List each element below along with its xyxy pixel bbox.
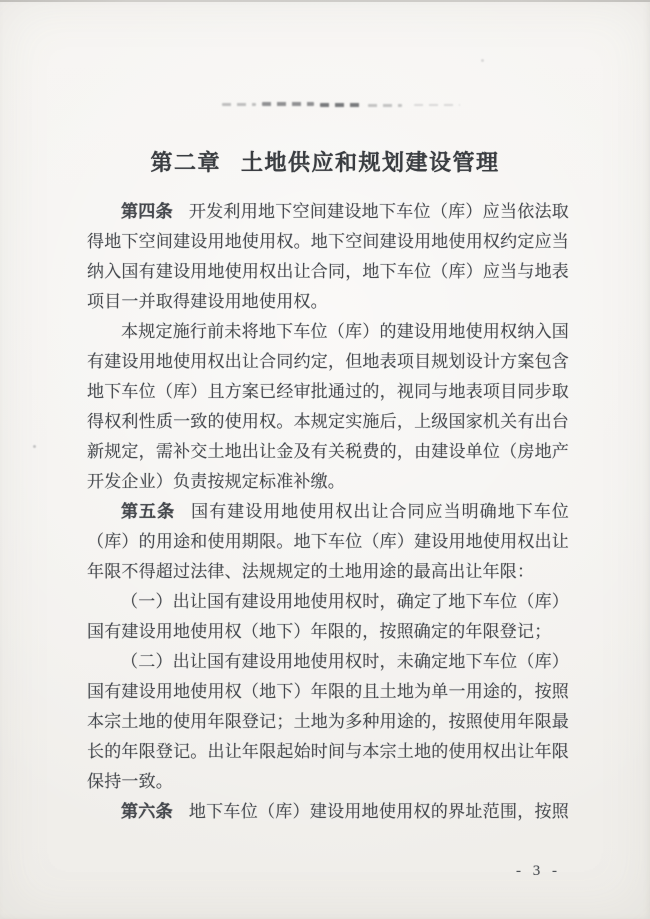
text-line	[87, 407, 569, 437]
line-text: 本宗土地的使用年限登记；土地为多种用途的，按照使用年限最	[87, 712, 569, 731]
line-text: 有建设用地使用权出让合同约定，但地表项目规划设计方案包含	[87, 352, 569, 371]
text-line	[87, 527, 569, 557]
text-line	[87, 617, 569, 647]
text-line	[87, 257, 569, 287]
line-text: 地下车位（库）且方案已经审批通过的，视同与地表项目同步取	[87, 382, 569, 401]
line-text: 新规定，需补交土地出让金及有关税费的，由建设单位（房地产	[87, 442, 569, 461]
text-line	[87, 287, 569, 317]
scan-speck	[33, 445, 36, 448]
line-text: 国有建设用地使用权（地下）年限的且土地为单一用途的，按照	[87, 682, 569, 701]
line-text: （一）出让国有建设用地使用权时，确定了地下车位（库）	[121, 592, 569, 611]
document-body	[87, 197, 569, 827]
text-line	[87, 467, 569, 497]
text-line	[87, 557, 569, 587]
article-number: 第四条	[121, 202, 173, 221]
line-text: 年限不得超过法律、法规规定的土地用途的最高出让年限：	[87, 562, 535, 581]
line-text: 得地下空间建设用地使用权。地下空间建设用地使用权约定应当	[87, 232, 569, 251]
line-text: 开发企业）负责按规定标准补缴。	[87, 472, 345, 491]
line-text: （二）出让国有建设用地使用权时，未确定地下车位（库）	[121, 652, 569, 671]
line-text: 国有建设用地使用权出让合同应当明确地下车位	[191, 502, 569, 521]
text-line	[87, 647, 569, 677]
scan-edge-artifact	[0, 0, 650, 2]
text-line	[87, 737, 569, 767]
text-line	[87, 497, 569, 527]
line-text: （库）的用途和使用期限。地下车位（库）建设用地使用权出让	[87, 532, 569, 551]
chapter-number: 第二章	[150, 149, 221, 175]
line-text: 地下车位（库）建设用地使用权的界址范围，按照	[188, 802, 569, 821]
line-text: 项目一并取得建设用地使用权。	[87, 292, 328, 311]
text-line	[87, 197, 569, 227]
text-line	[87, 797, 569, 827]
article-number: 第六条	[121, 802, 173, 821]
line-text: 开发利用地下空间建设地下车位（库）应当依法取	[188, 202, 569, 221]
text-line	[87, 437, 569, 467]
scan-speck	[481, 59, 484, 62]
text-line	[87, 227, 569, 257]
line-text: 保持一致。	[87, 772, 173, 791]
page-number: - 3 -	[516, 863, 561, 879]
chapter-title: 土地供应和规划建设管理	[241, 149, 500, 175]
text-line	[87, 317, 569, 347]
line-text: 长的年限登记。出让年限起始时间与本宗土地的使用权出让年限	[87, 742, 569, 761]
text-line	[87, 707, 569, 737]
text-line	[87, 767, 569, 797]
text-line	[87, 587, 569, 617]
text-line	[87, 377, 569, 407]
line-text: 国有建设用地使用权（地下）年限的，按照确定的年限登记；	[87, 622, 552, 641]
text-line	[87, 677, 569, 707]
line-text: 本规定施行前未将地下车位（库）的建设用地使用权纳入国	[121, 322, 569, 341]
chapter-heading	[0, 149, 650, 176]
line-text: 得权利性质一致的使用权。本规定实施后，上级国家机关有出台	[87, 412, 569, 431]
text-line	[87, 347, 569, 377]
line-text: 纳入国有建设用地使用权出让合同，地下车位（库）应当与地表	[87, 262, 569, 281]
article-number: 第五条	[121, 502, 176, 521]
